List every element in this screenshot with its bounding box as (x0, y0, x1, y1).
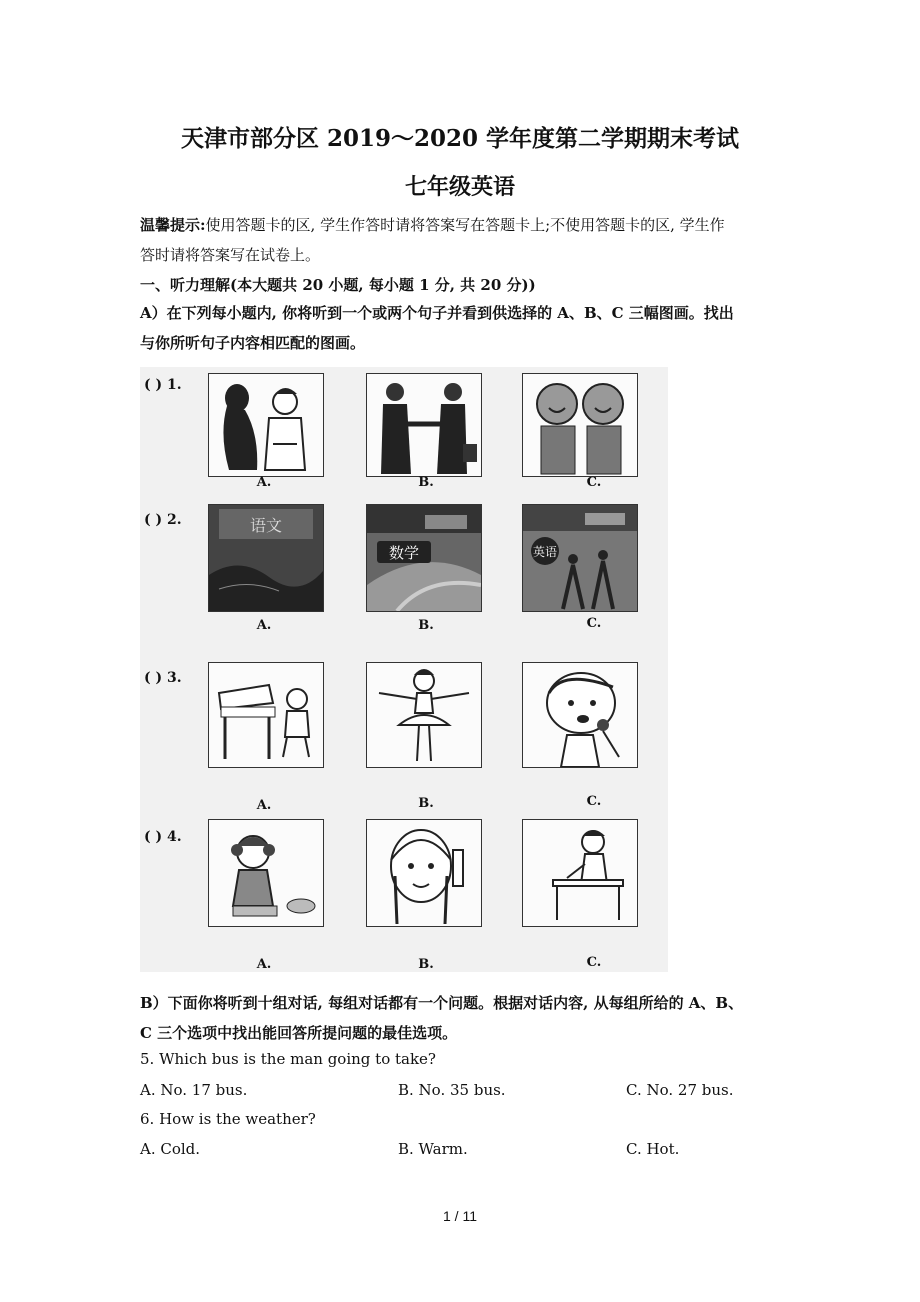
part-b-line1: B）下面你将听到十组对话, 每组对话都有一个问题。根据对话内容, 从每组所给的 A、B、 (140, 994, 744, 1012)
question-3-label: ( ) 3. (144, 670, 182, 686)
english-book-text: 英语 (532, 545, 558, 559)
picture-two-boys (522, 373, 638, 477)
svg-text:语文: 语文 (249, 516, 283, 535)
option-label-c: C. (586, 794, 602, 809)
picture-girl-on-phone (366, 819, 482, 927)
picture-girl-cleaning (208, 819, 324, 927)
picture-english-book (522, 504, 638, 612)
option-label-c: C. (586, 475, 602, 490)
option-label-a: A. (256, 618, 272, 633)
option-label-b: B. (418, 475, 434, 490)
picture-handshake (366, 373, 482, 477)
part-b-line2: C 三个选项中找出能回答所提问题的最佳选项。 (140, 1024, 458, 1042)
question-1 (140, 367, 668, 517)
part-a-instructions (140, 298, 785, 358)
question-5-option-b: B. No. 35 bus. (398, 1081, 506, 1099)
question-2-label: ( ) 2. (144, 512, 182, 528)
picture-bowing-people (208, 373, 324, 477)
question-4 (140, 819, 668, 972)
question-5-option-c: C. No. 27 bus. (626, 1081, 734, 1099)
question-5-option-a: A. No. 17 bus. (140, 1081, 248, 1099)
question-3 (140, 660, 668, 813)
question-4-label: ( ) 4. (144, 829, 182, 845)
exam-title: 天津市部分区 2019～2020 学年度第二学期期末考试 (180, 125, 740, 152)
picture-chinese-book (208, 504, 324, 612)
picture-singer (522, 662, 638, 768)
picture-ballerina (366, 662, 482, 768)
option-label-a: A. (256, 475, 272, 490)
math-book-text: 数学 (388, 544, 420, 562)
option-label-c: C. (586, 955, 602, 970)
option-label-b: B. (418, 957, 434, 972)
notice-label: 温馨提示: (140, 216, 206, 234)
notice (140, 210, 785, 270)
notice-text-line1: 使用答题卡的区, 学生作答时请将答案写在答题卡上;不使用答题卡的区, 学生作 (205, 216, 725, 234)
picture-math-book (366, 504, 482, 612)
option-label-a: A. (256, 957, 272, 972)
exam-subtitle: 七年级英语 (404, 174, 515, 200)
notice-text-line2: 答时请将答案写在试卷上。 (140, 246, 321, 264)
question-6-option-c: C. Hot. (626, 1140, 680, 1158)
option-label-c: C. (586, 616, 602, 631)
question-2 (140, 502, 668, 652)
question-1-label: ( ) 1. (144, 377, 182, 393)
picture-piano-player (208, 662, 324, 768)
part-a-line1: A）在下列每小题内, 你将听到一个或两个句子并看到供选择的 A、B、C 三幅图画。找出 (140, 304, 734, 322)
question-6-option-a: A. Cold. (140, 1140, 201, 1158)
part-a-line2: 与你所听句子内容相匹配的图画。 (140, 334, 366, 352)
question-5-text: 5. Which bus is the man going to take? (140, 1050, 436, 1068)
option-label-b: B. (418, 796, 434, 811)
question-6-text: 6. How is the weather? (140, 1110, 316, 1128)
question-6-option-b: B. Warm. (398, 1140, 468, 1158)
picture-girl-writing (522, 819, 638, 927)
section-heading: 一、听力理解(本大题共 20 小题, 每小题 1 分, 共 20 分)) (140, 276, 536, 294)
option-label-a: A. (256, 798, 272, 813)
page-number: 1 / 11 (443, 1208, 477, 1224)
option-label-b: B. (418, 618, 434, 633)
picture-questions-figure (140, 367, 668, 972)
part-b-instructions (140, 988, 785, 1048)
